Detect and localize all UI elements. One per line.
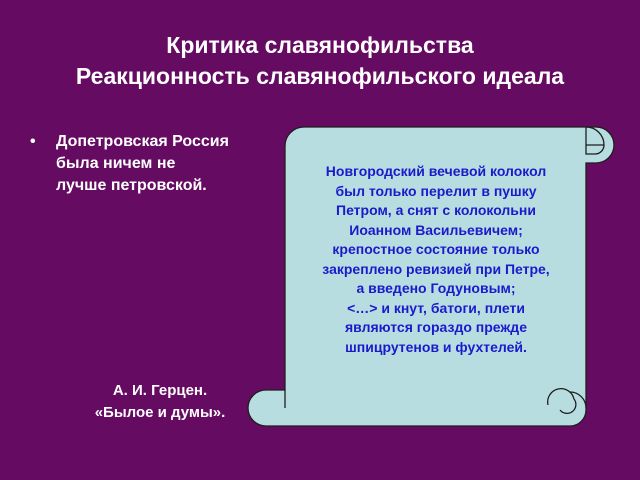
quote-line: был только перелит в пушку — [335, 182, 537, 199]
quote-line: Петром, а снят с колокольни — [336, 202, 536, 218]
quote-line: <…> и кнут, батоги, плети — [347, 299, 525, 316]
work-title: «Былое и думы». — [94, 404, 226, 421]
quote-line: являются гораздо прежде — [345, 319, 527, 335]
title-line-1: Критика славянофильства — [166, 32, 474, 58]
quote-line: Иоанном Васильевичем; — [349, 221, 523, 238]
author-name: А. И. Герцен. — [112, 382, 208, 399]
title-line-2: Реакционность славянофильского идеала — [75, 63, 565, 89]
quote-line: шпицрутенов и фухтелей. — [345, 338, 527, 355]
bullet-line: была ничем не — [56, 155, 176, 172]
bullet-line: лучше петровской. — [56, 177, 207, 194]
quote-line: Новгородский вечевой колокол — [325, 163, 547, 179]
quote-line: закреплено ревизией при Петре, — [322, 260, 550, 277]
bullet-line: Допетровская Россия — [56, 133, 229, 150]
bullet-marker: • — [30, 133, 36, 150]
quote-line: а введено Годуновым; — [356, 280, 516, 296]
quote-line: крепостное состояние только — [332, 241, 540, 257]
quote-text — [296, 162, 576, 357]
